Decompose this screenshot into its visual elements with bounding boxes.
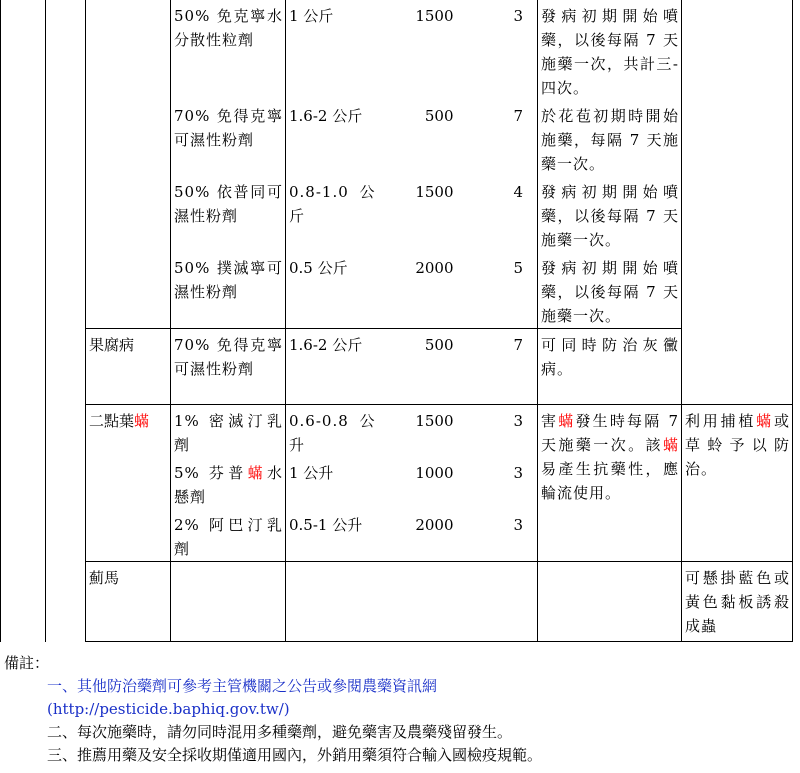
interval-cell: 3 xyxy=(513,7,524,25)
pesticide-cell: 1% 密滅汀乳劑 xyxy=(171,405,286,458)
pesticide-cell: 2% 阿巴汀乳劑 xyxy=(171,509,286,562)
dilution-cell xyxy=(378,562,478,642)
notes-header: 備註： xyxy=(4,654,50,672)
dilution-cell: 2000 xyxy=(415,516,454,534)
interval-cell: 3 xyxy=(478,405,538,458)
dilution-cell: 500 xyxy=(424,107,454,125)
table-row xyxy=(1,329,793,405)
dose-cell: 0.5-1 公升 xyxy=(289,516,363,534)
dilution-cell: 2000 xyxy=(415,259,454,277)
dose-cell: 1 公升 xyxy=(289,464,334,482)
pesticide-cell: 50% 依普同可濕性粉劑 xyxy=(171,176,286,252)
interval-cell: 5 xyxy=(513,259,524,277)
method-cell xyxy=(538,562,682,642)
dose-cell: 0.5 公斤 xyxy=(289,259,348,277)
disease-cell: 果腐病 xyxy=(86,329,171,405)
interval-cell: 4 xyxy=(513,183,524,201)
interval-cell: 7 xyxy=(513,107,524,125)
table-row xyxy=(1,0,793,100)
method-cell: 害蟎發生時每隔 7 天施藥一次。該蟎易產生抗藥性，應輪流使用。 xyxy=(538,405,682,562)
other-cell xyxy=(682,0,793,405)
pesticide-info-link[interactable]: (http://pesticide.baphiq.gov.tw/) xyxy=(47,700,290,718)
method-cell: 可同時防治灰黴病。 xyxy=(538,329,682,405)
disease-cell: 二點葉蟎 xyxy=(86,405,171,562)
dose-cell: 0.6-0.8 公升 xyxy=(286,405,378,458)
interval-cell: 3 xyxy=(513,464,524,482)
interval-cell: 3 xyxy=(513,516,524,534)
disease-cell xyxy=(86,0,171,329)
method-cell: 發病初期開始噴藥，以後每隔 7 天施藥一次。 xyxy=(538,252,682,329)
method-cell: 發病初期開始噴藥，以後每隔 7 天施藥一次，共計三-四次。 xyxy=(538,0,682,100)
dose-cell: 1.6-2 公斤 xyxy=(286,329,378,405)
method-cell: 於花苞初期時開始施藥，每隔 7 天施藥一次。 xyxy=(538,100,682,176)
note-line-3: 三、推薦用藥及安全採收期僅適用國內，外銷用藥須符合輸入國檢疫規範。 xyxy=(47,746,543,764)
disease-cell: 薊馬 xyxy=(86,562,171,642)
dilution-cell: 1500 xyxy=(378,405,478,458)
category-cell xyxy=(46,0,86,642)
pesticide-cell: 70% 免得克寧可濕性粉劑 xyxy=(171,100,286,176)
dose-cell: 1.6-2 公斤 xyxy=(289,107,363,125)
pesticide-cell xyxy=(171,562,286,642)
dose-cell xyxy=(286,562,378,642)
dose-cell: 0.8-1.0 公斤 xyxy=(289,183,376,225)
pesticide-cell: 70% 免得克寧可濕性粉劑 xyxy=(171,329,286,405)
crop-cell xyxy=(1,0,46,642)
interval-cell: 7 xyxy=(478,329,538,405)
dose-cell: 1 公斤 xyxy=(289,7,334,25)
pesticide-cell: 50% 免克寧水分散性粒劑 xyxy=(171,0,286,100)
dilution-cell: 500 xyxy=(378,329,478,405)
pesticide-cell: 50% 撲滅寧可濕性粉劑 xyxy=(171,252,286,329)
method-cell: 發病初期開始噴藥，以後每隔 7 天施藥一次。 xyxy=(538,176,682,252)
pesticide-cell: 5% 芬普蟎水懸劑 xyxy=(171,457,286,509)
note-line-2: 二、每次施藥時，請勿同時混用多種藥劑，避免藥害及農藥殘留發生。 xyxy=(47,723,513,741)
other-cell: 利用捕植蟎或草蛉予以防治。 xyxy=(682,405,793,562)
notes-section xyxy=(0,652,800,767)
table-row xyxy=(1,405,793,458)
dilution-cell: 1500 xyxy=(415,7,454,25)
other-cell: 可懸掛藍色或黃色黏板誘殺成蟲 xyxy=(682,562,793,642)
note-line-1: 一、其他防治藥劑可參考主管機關之公告或參閱農藥資訊網 xyxy=(47,677,438,695)
dilution-cell: 1500 xyxy=(415,183,454,201)
dilution-cell: 1000 xyxy=(415,464,454,482)
table-row xyxy=(1,562,793,642)
interval-cell xyxy=(478,562,538,642)
